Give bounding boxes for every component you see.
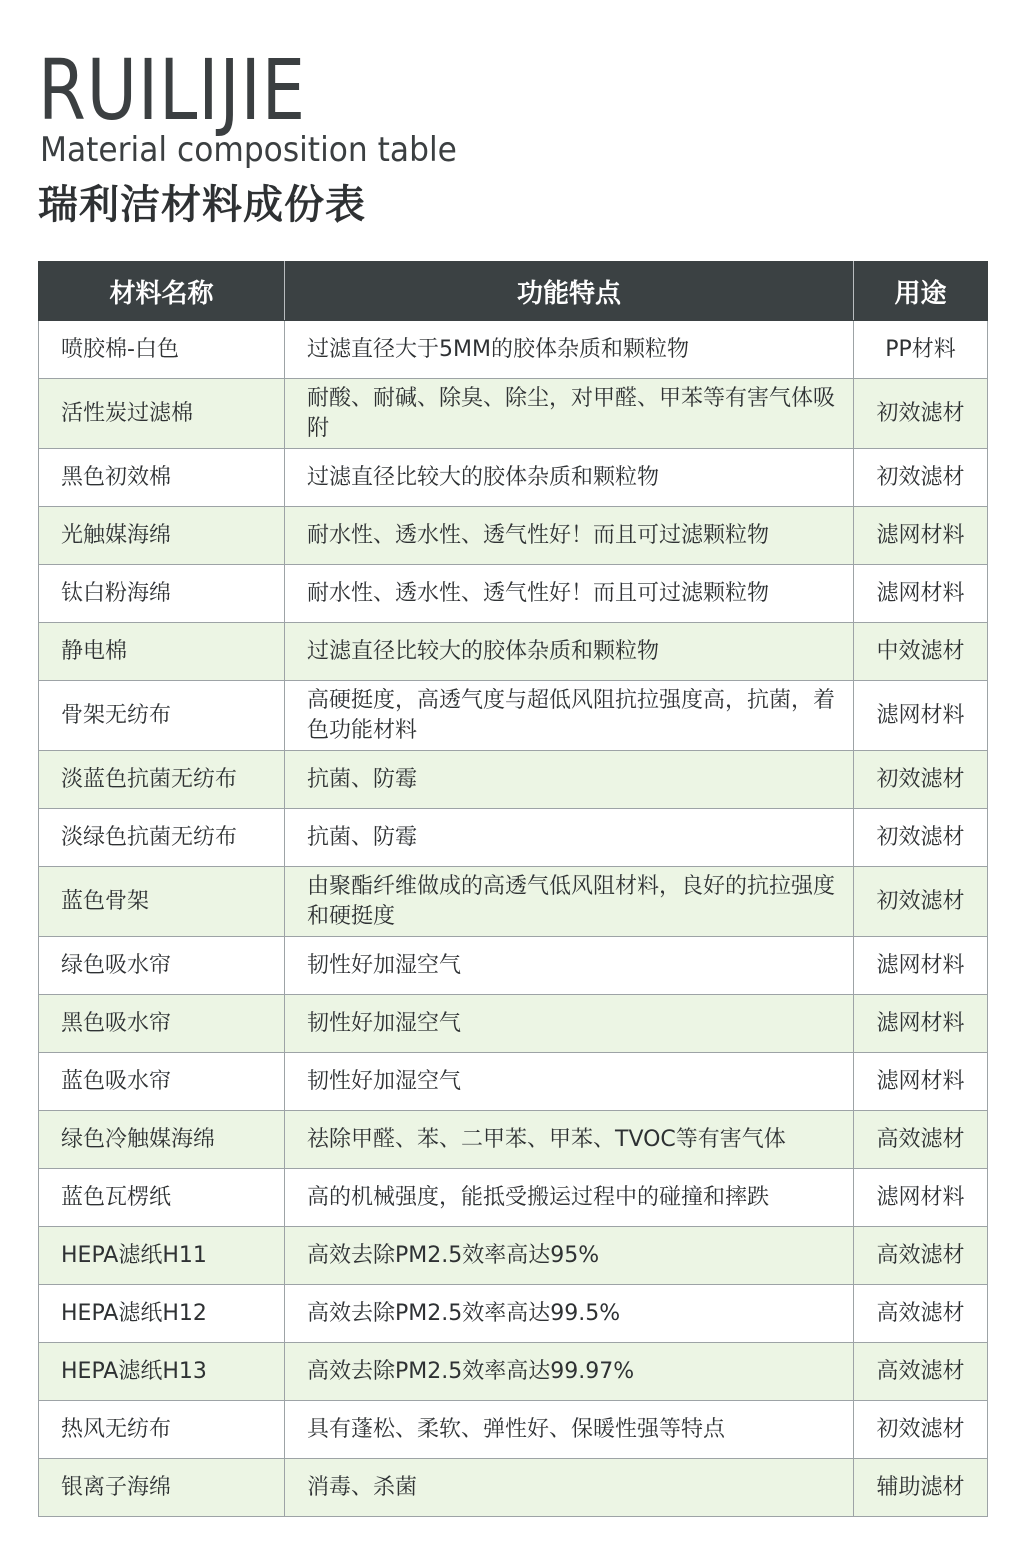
table-row <box>39 937 988 995</box>
table-row <box>39 1401 988 1459</box>
feature-cell: 耐水性、透水性、透气性好！而且可过滤颗粒物 <box>285 565 854 623</box>
feature-cell: 韧性好加湿空气 <box>285 1053 854 1111</box>
use-cell: 初效滤材 <box>854 1401 988 1459</box>
material-name-cell: 淡蓝色抗菌无纺布 <box>39 751 285 809</box>
table-row <box>39 1227 988 1285</box>
use-cell: 初效滤材 <box>854 867 988 937</box>
table-row <box>39 995 988 1053</box>
material-name-cell: 蓝色吸水帘 <box>39 1053 285 1111</box>
feature-cell: 高的机械强度，能抵受搬运过程中的碰撞和摔跌 <box>285 1169 854 1227</box>
feature-cell: 耐酸、耐碱、除臭、除尘，对甲醛、甲苯等有害气体吸附 <box>285 379 854 449</box>
use-cell: 滤网材料 <box>854 995 988 1053</box>
table-row <box>39 449 988 507</box>
feature-cell: 具有蓬松、柔软、弹性好、保暖性强等特点 <box>285 1401 854 1459</box>
column-header-material-name: 材料名称 <box>39 262 285 321</box>
table-row <box>39 681 988 751</box>
material-name-cell: 淡绿色抗菌无纺布 <box>39 809 285 867</box>
feature-cell: 耐水性、透水性、透气性好！而且可过滤颗粒物 <box>285 507 854 565</box>
feature-cell: 高硬挺度，高透气度与超低风阻抗拉强度高，抗菌，着色功能材料 <box>285 681 854 751</box>
feature-cell: 抗菌、防霉 <box>285 751 854 809</box>
use-cell: 高效滤材 <box>854 1343 988 1401</box>
column-header-use: 用途 <box>854 262 988 321</box>
material-name-cell: 黑色吸水帘 <box>39 995 285 1053</box>
table-row <box>39 379 988 449</box>
material-name-cell: HEPA滤纸H11 <box>39 1227 285 1285</box>
table-row <box>39 1459 988 1517</box>
feature-cell: 祛除甲醛、苯、二甲苯、甲苯、TVOC等有害气体 <box>285 1111 854 1169</box>
feature-cell: 高效去除PM2.5效率高达95% <box>285 1227 854 1285</box>
use-cell: 滤网材料 <box>854 937 988 995</box>
feature-cell: 消毒、杀菌 <box>285 1459 854 1517</box>
table-header-row <box>39 262 988 321</box>
use-cell: 初效滤材 <box>854 809 988 867</box>
feature-cell: 高效去除PM2.5效率高达99.97% <box>285 1343 854 1401</box>
use-cell: 高效滤材 <box>854 1111 988 1169</box>
use-cell: 辅助滤材 <box>854 1459 988 1517</box>
use-cell: PP材料 <box>854 321 988 379</box>
feature-cell: 韧性好加湿空气 <box>285 995 854 1053</box>
table-row <box>39 1053 988 1111</box>
material-name-cell: 绿色吸水帘 <box>39 937 285 995</box>
material-name-cell: 喷胶棉-白色 <box>39 321 285 379</box>
material-name-cell: 静电棉 <box>39 623 285 681</box>
material-name-cell: 钛白粉海绵 <box>39 565 285 623</box>
table-row <box>39 1169 988 1227</box>
use-cell: 滤网材料 <box>854 1169 988 1227</box>
use-cell: 滤网材料 <box>854 565 988 623</box>
feature-cell: 过滤直径比较大的胶体杂质和颗粒物 <box>285 623 854 681</box>
material-table <box>38 261 988 1517</box>
page-subtitle: Material composition table <box>40 130 457 170</box>
table-row <box>39 867 988 937</box>
brand-logo-text: RUILIJIE <box>38 41 306 139</box>
use-cell: 滤网材料 <box>854 1053 988 1111</box>
feature-cell: 高效去除PM2.5效率高达99.5% <box>285 1285 854 1343</box>
table-row <box>39 623 988 681</box>
table-row <box>39 321 988 379</box>
use-cell: 高效滤材 <box>854 1285 988 1343</box>
table-row <box>39 809 988 867</box>
feature-cell: 过滤直径大于5MM的胶体杂质和颗粒物 <box>285 321 854 379</box>
material-name-cell: 银离子海绵 <box>39 1459 285 1517</box>
feature-cell: 由聚酯纤维做成的高透气低风阻材料，良好的抗拉强度和硬挺度 <box>285 867 854 937</box>
use-cell: 滤网材料 <box>854 681 988 751</box>
material-name-cell: 蓝色瓦楞纸 <box>39 1169 285 1227</box>
use-cell: 高效滤材 <box>854 1227 988 1285</box>
table-row <box>39 751 988 809</box>
material-name-cell: HEPA滤纸H12 <box>39 1285 285 1343</box>
table-row <box>39 565 988 623</box>
material-name-cell: 光触媒海绵 <box>39 507 285 565</box>
material-name-cell: 热风无纺布 <box>39 1401 285 1459</box>
feature-cell: 过滤直径比较大的胶体杂质和颗粒物 <box>285 449 854 507</box>
table-row <box>39 507 988 565</box>
use-cell: 初效滤材 <box>854 379 988 449</box>
use-cell: 初效滤材 <box>854 751 988 809</box>
column-header-features: 功能特点 <box>285 262 854 321</box>
use-cell: 中效滤材 <box>854 623 988 681</box>
table-row <box>39 1343 988 1401</box>
table-row <box>39 1111 988 1169</box>
use-cell: 初效滤材 <box>854 449 988 507</box>
material-name-cell: 蓝色骨架 <box>39 867 285 937</box>
feature-cell: 韧性好加湿空气 <box>285 937 854 995</box>
use-cell: 滤网材料 <box>854 507 988 565</box>
feature-cell: 抗菌、防霉 <box>285 809 854 867</box>
material-name-cell: 黑色初效棉 <box>39 449 285 507</box>
page-title: 瑞利洁材料成份表 <box>38 182 366 228</box>
material-name-cell: 绿色冷触媒海绵 <box>39 1111 285 1169</box>
table-row <box>39 1285 988 1343</box>
material-name-cell: HEPA滤纸H13 <box>39 1343 285 1401</box>
material-name-cell: 骨架无纺布 <box>39 681 285 751</box>
material-name-cell: 活性炭过滤棉 <box>39 379 285 449</box>
